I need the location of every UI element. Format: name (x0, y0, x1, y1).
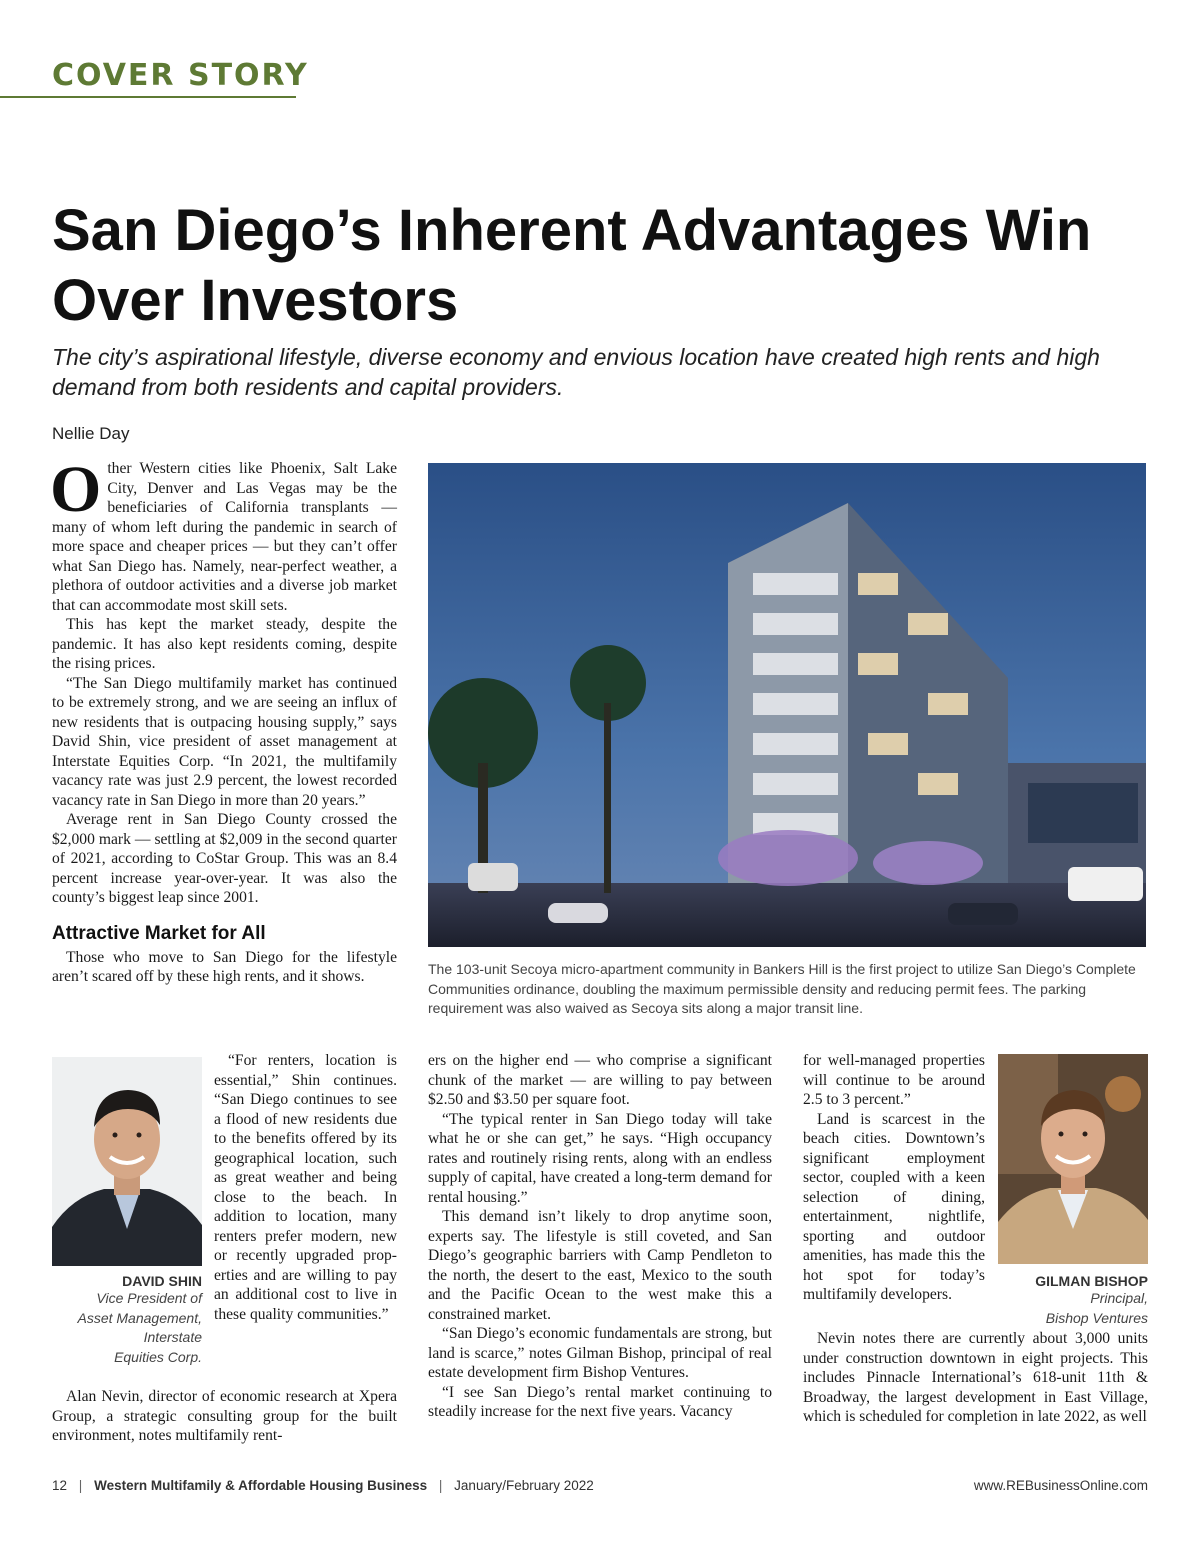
headshot-name: DAVID SHIN (122, 1273, 202, 1289)
section-rule (0, 96, 296, 98)
paragraph: “The San Diego multifamily market has continued to be extremely strong, and we are seeing an influx of new residents that is outpacing housing supply,” says David Shin, vice president of asset management at Interstate Equities Corp. “In 2021, the multifamily vacancy rate was just 2.9 percent, the lowest recorded vacancy rate in San Diego in more than 20 years.” (52, 674, 397, 809)
column-3-bottom (803, 1329, 1148, 1427)
headshot-title-line: Principal, (1090, 1290, 1148, 1306)
headshot-gilman-bishop (998, 1054, 1148, 1264)
issue-date: January/February 2022 (454, 1478, 594, 1493)
column-2 (428, 1051, 772, 1422)
headshot-title-line: Vice President of (96, 1290, 202, 1306)
paragraph: ers on the higher end — who comprise a significant chunk of the market — are willing to pay between $2.50 and $3.50 per square foot. (428, 1052, 772, 1108)
paragraph: Those who move to San Diego for the lifestyle aren’t scared off by these high rents, and it shows. (52, 948, 397, 985)
section-label: COVER STORY (52, 58, 309, 93)
headline: San Diego’s Inherent Advantages Win Over Investors (52, 198, 1092, 333)
column-1-bottom (52, 1387, 397, 1446)
photo-caption: The 103-unit Secoya micro-apartment community in Bankers Hill is the first project to utilize San Diego’s Complete Communities ordinance, doubling the maximum permissible density and reducing permit fees. The parking requirement was also waived as Secoya sits along a major transit line. (428, 961, 1136, 1016)
paragraph: “For renters, location is essential,” Shin continues. “San Diego continues to see a flood of new residents due to the benefits offered by its geographical location, such as great weather and being close to the beach. In addition to location, many renters prefer modern, new or recently upgraded properties and are willing to pay an additional cost to live in these quality communities.” (214, 1052, 397, 1323)
headshot-caption-bishop (998, 1273, 1148, 1328)
byline: Nellie Day (52, 424, 130, 443)
column-1-narrow (214, 1051, 397, 1324)
building-rendering-image (428, 463, 1146, 947)
portrait-image (998, 1054, 1148, 1264)
headshot-name: GILMAN BISHOP (1035, 1273, 1148, 1289)
column-1 (50, 453, 397, 987)
footer-separator: | (78, 1478, 83, 1493)
paragraph: Alan Nevin, director of economic research at Xpera Group, a strategic consulting group for the built environment, notes multifamily rent- (52, 1388, 397, 1444)
paragraph: “I see San Diego’s rental market continuing to steadily increase for the next five years. Vacancy (428, 1383, 772, 1420)
paragraph: Land is scarcest in the beach cities. Downtown’s significant employment sector, coupled with a keen selection of dining, entertainment, nightlife, sporting and outdoor amenities, has made this the hot spot for today’s multifamily developers. (803, 1110, 985, 1303)
footer-separator: | (438, 1478, 443, 1493)
headshot-caption-shin (30, 1273, 202, 1367)
paragraph: “San Diego’s economic fundamentals are strong, but land is scarce,” notes Gilman Bishop, principal of real estate development firm Bishop Ventures. (428, 1325, 772, 1381)
paragraph: for well-managed properties will continue to be around 2.5 to 3 percent.” (803, 1052, 985, 1108)
paragraph-text: ther Western cities like Phoenix, Salt Lake City, Denver and Las Vegas may be the beneficiaries of California transplants — many of whom left during the pandemic in search of more space and cheaper prices — but they can’t offer what San Diego has. Namely, near-perfect weather, a plethora of outdoor activities and a diverse job market that can accommodate most skill sets. (52, 460, 397, 614)
headshot-title-line: Interstate (143, 1329, 202, 1345)
website-link[interactable]: www.REBusinessOnline.com (973, 1478, 1148, 1493)
headshot-title-line: Asset Management, (77, 1309, 202, 1326)
page-footer (52, 1478, 1148, 1493)
paragraph: This has kept the market steady, despite the pandemic. It has also kept residents coming, despite the rising prices. (52, 616, 397, 672)
paragraph: Nevin notes there are currently about 3,000 units under construction downtown in eight projects. This includes Pinnacle International’s 618-unit 11th & Broadway, the largest development in East Village, which is scheduled for completion in late 2022, as well (803, 1330, 1148, 1425)
drop-cap: O (50, 453, 102, 526)
headshot-title (998, 1289, 1148, 1328)
paragraph: Average rent in San Diego County crossed the $2,000 mark — settling at $2,009 in the second quarter of 2021, according to CoStar Group. This was an 8.4 percent increase year-over-year. It was also the county’s biggest leap since 2001. (52, 811, 397, 906)
headshot-title (30, 1289, 202, 1367)
headshot-david-shin (52, 1057, 202, 1266)
publication-name: Western Multifamily & Affordable Housing Business (94, 1478, 428, 1493)
paragraph: This demand isn’t likely to drop anytime soon, experts say. The lifestyle is still coveted, and San Diego’s geographic barriers with Camp Pendleton to the north, the desert to the east, Mexico to the south and the Pacific Ocean to the west make this a constrained market. (428, 1208, 772, 1323)
paragraph (50, 453, 397, 615)
dek: The city’s aspirational lifestyle, diverse economy and envious location have created high rents and high demand from both residents and capital providers. (52, 344, 1100, 400)
headshot-title-line: Equities Corp. (114, 1348, 202, 1365)
portrait-image (52, 1057, 202, 1266)
paragraph: “The typical renter in San Diego today will take what he or she can get,” he says. “High occupancy rates and routinely rising rents, along with an endless supply of capital, have created a long-term demand for rental housing.” (428, 1110, 772, 1206)
building-photo (428, 463, 1146, 947)
column-3-narrow (803, 1051, 985, 1305)
subhead: Attractive Market for All (52, 922, 266, 944)
page-number: 12 (52, 1478, 68, 1493)
headshot-title-line: Bishop Ventures (1045, 1309, 1148, 1326)
